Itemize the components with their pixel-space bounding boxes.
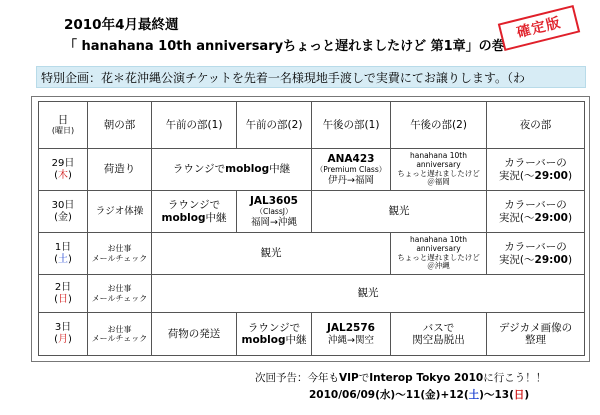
schedule-table — [38, 101, 585, 356]
pm1-flight-cell — [312, 149, 391, 191]
flight-number: ANA423 — [327, 153, 375, 166]
header-morning: 朝の部 — [88, 102, 152, 149]
flight-class: （Premium Class） — [315, 164, 387, 174]
special-notice-banner: 特別企画：花＊花沖縄公演チケットを先着一名様現地手渡しで実費にてお譲りします。（わ — [36, 66, 586, 88]
header-pm1: 午後の部(1) — [312, 102, 391, 149]
weekday-label: (金) — [54, 211, 72, 223]
table-row — [39, 313, 585, 356]
table-row — [39, 191, 585, 233]
weekday-label: (月) — [54, 334, 72, 345]
all-day-cell: 観光 — [152, 275, 585, 313]
flight-number: JAL3605 — [250, 195, 298, 208]
date-cell — [39, 233, 88, 275]
table-row — [39, 275, 585, 313]
mid-cell: 観光 — [152, 233, 391, 275]
page-subtitle: 「 hanahana 10th anniversaryちょっと遅れましたけど 第1章」の巻 — [64, 39, 505, 54]
flight-route: 沖縄→関空 — [328, 334, 374, 346]
weekday-label: (木) — [54, 169, 72, 181]
pm2-cell: バスで 関空島脱出 — [391, 313, 487, 356]
pm2-event-cell: hanahana 10th anniversary ちょっと遅れましたけど ＠沖縄 — [391, 233, 487, 275]
header-am2: 午前の部(2) — [237, 102, 312, 149]
day-label: 3日 — [54, 322, 72, 334]
am-cell: ラウンジでmoblog中継 — [152, 149, 312, 191]
am2-cell: ラウンジで moblog中継 — [237, 313, 312, 356]
next-preview: 次回予告：今年もVIPでInterop Tokyo 2010に行こう！！ — [255, 372, 547, 384]
pm-cell: 観光 — [312, 191, 487, 233]
night-cell: デジカメ画像の 整理 — [487, 313, 585, 356]
next-preview-dates: 2010/06/09(水)〜11(金)+12(土)〜13(日) — [309, 389, 530, 401]
morning-cell: お仕事 メールチェック — [88, 233, 152, 275]
header-date-label: 日 — [57, 114, 69, 127]
flight-route: 伊丹→福岡 — [328, 174, 374, 186]
date-cell — [39, 275, 88, 313]
morning-cell: ラジオ体操 — [88, 191, 152, 233]
day-label: 30日 — [51, 199, 75, 211]
confirmed-stamp: 確定版 — [498, 5, 580, 51]
night-cell: カラーバーの 実況(〜29:00) — [487, 233, 585, 275]
morning-cell: お仕事 メールチェック — [88, 275, 152, 313]
header-row — [39, 102, 585, 149]
morning-cell: 荷造り — [88, 149, 152, 191]
am1-cell: 荷物の発送 — [152, 313, 237, 356]
weekday-label: (日) — [54, 293, 72, 305]
flight-class: （ClassJ） — [255, 206, 293, 216]
page-title: 2010年4月最終週 — [64, 17, 179, 33]
table-row — [39, 233, 585, 275]
morning-cell: お仕事 メールチェック — [88, 313, 152, 356]
header-night: 夜の部 — [487, 102, 585, 149]
night-cell: カラーバーの 実況(〜29:00) — [487, 191, 585, 233]
day-label: 29日 — [51, 157, 75, 169]
header-am1: 午前の部(1) — [152, 102, 237, 149]
header-date — [39, 102, 88, 149]
day-label: 1日 — [54, 241, 72, 253]
date-cell — [39, 191, 88, 233]
header-weekday-label: (曜日) — [51, 126, 75, 136]
night-cell: カラーバーの 実況(〜29:00) — [487, 149, 585, 191]
day-label: 2日 — [54, 281, 72, 293]
header-pm2: 午後の部(2) — [391, 102, 487, 149]
flight-route: 福岡→沖縄 — [251, 216, 297, 228]
pm2-event-cell: hanahana 10th anniversary ちょっと遅れましたけど ＠福岡 — [391, 149, 487, 191]
am2-flight-cell — [237, 191, 312, 233]
date-cell — [39, 149, 88, 191]
date-cell — [39, 313, 88, 356]
table-row — [39, 149, 585, 191]
flight-number: JAL2576 — [327, 322, 375, 335]
weekday-label: (土) — [54, 253, 72, 265]
pm1-flight-cell — [312, 313, 391, 356]
am1-cell: ラウンジで moblog中継 — [152, 191, 237, 233]
